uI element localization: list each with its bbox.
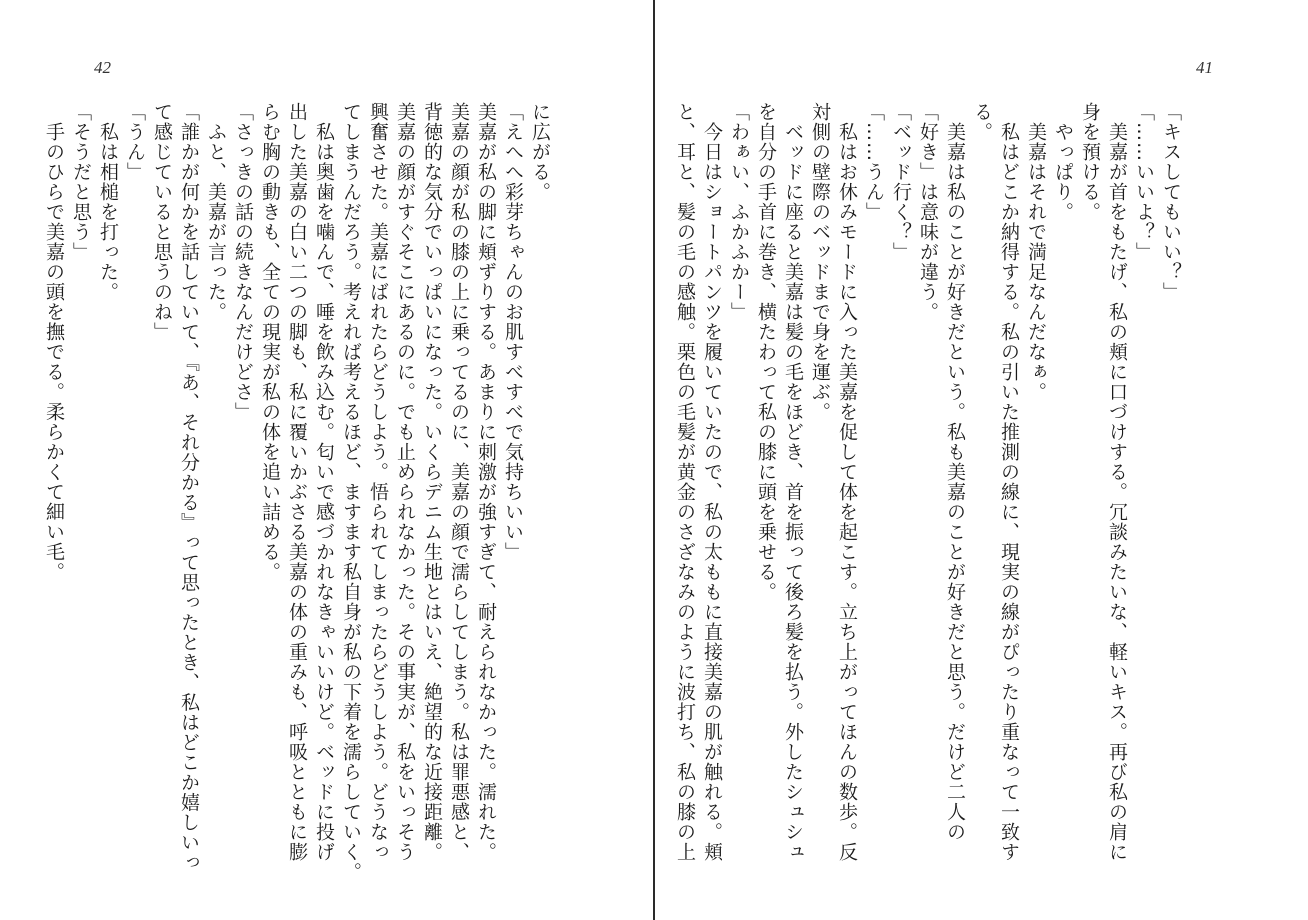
right-page xyxy=(655,0,1308,920)
text-line: 「誰かが何かを話していて、『あ、それ分かる』って思ったとき、私はどこか嬉しいっ xyxy=(178,102,200,873)
text-line: 美嘉は私のことが好きだという。私も美嘉のことが好きだと思う。だけど二人の xyxy=(944,102,966,842)
text-line: 「わぁい、ふかふかー」 xyxy=(728,102,750,322)
text-line: 美嘉が私の脚に頬ずりする。あまりに刺激が強すぎて、耐えられなかった。濡れた。 xyxy=(475,102,497,862)
text-line: 背徳的な気分でいっぱいになった。いくらデニム生地とはいえ、絶望的な近接距離。 xyxy=(421,102,443,862)
text-line: てしまうんだろう。考えれば考えるほど、ますます私自身が私の下着を濡らしていく。 xyxy=(340,102,362,882)
page-number-left: 42 xyxy=(94,58,111,77)
text-line: を自分の手首に巻き、横たわって私の膝に頭を乗せる。 xyxy=(755,102,777,602)
text-line: 「さっきの話の続きなんだけどさ」 xyxy=(232,102,254,422)
text-line: 興奮させた。美嘉にばれたらどうしよう。悟られてしまったらどうしよう。どうなっ xyxy=(367,102,389,862)
text-line: 美嘉が首をもたげ、私の頬に口づけする。冗談みたいな、軽いキス。再び私の肩に xyxy=(1106,102,1128,862)
text-line: と、耳と、髪の毛の感触。栗色の毛髪が黄金のさざなみのように波打ち、私の膝の上 xyxy=(674,102,696,862)
text-line: 「うん」 xyxy=(124,102,146,182)
text-line: 「ベッド行く？」 xyxy=(890,102,912,262)
left-page xyxy=(0,0,653,920)
text-line: る。 xyxy=(971,102,993,142)
page-number-right: 41 xyxy=(1196,58,1213,77)
text-line: 「好き」は意味が違う。 xyxy=(917,102,939,322)
text-line: 対側の壁際のベッドまで身を運ぶ。 xyxy=(809,102,831,422)
text-line: 「そうだと思う」 xyxy=(70,102,92,262)
text-line: 私は奥歯を噛んで、唾を飲み込む。匂いで感づかれなきゃいいけど。ベッドに投げ xyxy=(313,102,335,862)
text-line: 出した美嘉の白い二つの脚も、私に覆いかぶさる美嘉の体の重みも、呼吸とともに膨 xyxy=(286,102,308,862)
text-line: 美嘉の顔がすぐそこにあるのに。でも止められなかった。その事実が、私をいっそう xyxy=(394,102,416,862)
text-line: 「……いいよ？」 xyxy=(1133,102,1155,262)
text-line: やっぱり。 xyxy=(1052,102,1074,222)
text-line: 身を預ける。 xyxy=(1079,102,1101,222)
text-line: 私はどこか納得する。私の引いた推測の線に、現実の線がぴったり重なって一致す xyxy=(998,102,1020,862)
text-line: 「えへへ彩芽ちゃんのお肌すべすべで気持ちいい」 xyxy=(502,102,524,562)
text-line: 私はお休みモードに入った美嘉を促して体を起こす。立ち上がってほんの数歩。反 xyxy=(836,102,858,862)
text-line: 今日はショートパンツを履いていたので、私の太ももに直接美嘉の肌が触れる。頬 xyxy=(701,102,723,862)
text-line: 美嘉はそれで満足なんだなぁ。 xyxy=(1025,102,1047,402)
text-line: 手のひらで美嘉の頭を撫でる。柔らかくて細い毛。 xyxy=(43,102,65,582)
text-line: 「……うん」 xyxy=(863,102,885,222)
text-line: 美嘉の顔が私の膝の上に乗ってるのに、美嘉の顔で濡らしてしまう。私は罪悪感と、 xyxy=(448,102,470,862)
text-line: ふと、美嘉が言った。 xyxy=(205,102,227,322)
text-line: ベッドに座ると美嘉は髪の毛をほどき、首を振って後ろ髪を払う。外したシュシュ xyxy=(782,102,804,862)
text-line: らむ胸の動きも、全ての現実が私の体を追い詰める。 xyxy=(259,102,281,582)
left-page-text xyxy=(40,102,553,882)
text-line: 私は相槌を打った。 xyxy=(97,102,119,302)
text-line: 「キスしてもいい？」 xyxy=(1160,102,1182,302)
text-line: に広がる。 xyxy=(529,102,551,202)
text-line: て感じていると思うのね」 xyxy=(151,102,173,342)
right-page-text xyxy=(671,102,1184,862)
